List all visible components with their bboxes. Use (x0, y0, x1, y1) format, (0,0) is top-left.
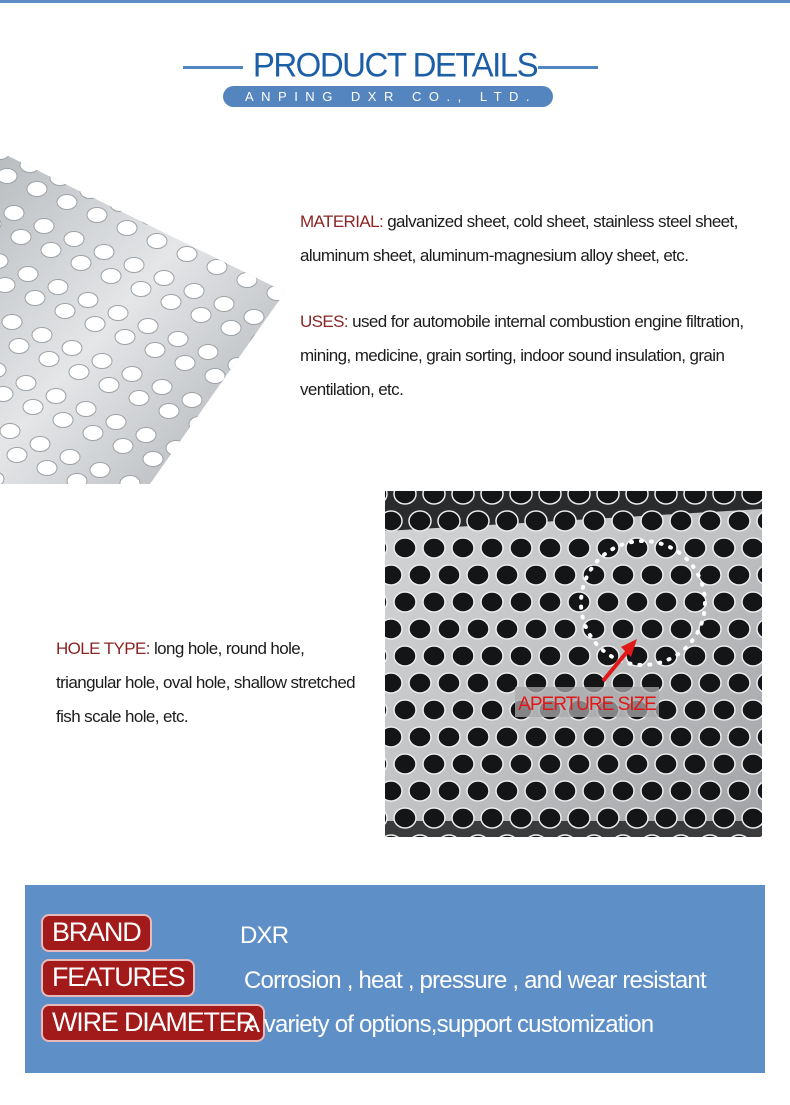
uses-label: USES: (300, 312, 349, 331)
aperture-size-annotation: APERTURE SIZE (518, 694, 656, 715)
hole-type-text: long hole, round hole, triangular hole, oval hole, shallow stretched fish scale hole, etc. (56, 639, 356, 726)
brand-tag: BRAND (41, 914, 152, 952)
product-details-header (0, 46, 790, 116)
material-label: MATERIAL: (300, 212, 384, 231)
wire-diameter-tag: WIRE DIAMETER (41, 1004, 265, 1042)
material-description (300, 205, 780, 273)
material-text: galvanized sheet, cold sheet, stainless steel sheet, aluminum sheet, aluminum-magnesium alloy sheet, etc. (300, 212, 738, 265)
uses-description (300, 305, 770, 407)
spec-panel (25, 885, 765, 1073)
page-title: PRODUCT DETAILS (252, 45, 538, 84)
brand-value: DXR (240, 922, 289, 949)
top-rule (0, 0, 790, 3)
uses-text: used for automobile internal combustion engine filtration, mining, medicine, grain sorting, indoor sound insulation, grain ventilation, etc. (300, 312, 744, 399)
perforated-sheet-photo (0, 152, 290, 484)
features-tag: FEATURES (41, 959, 195, 997)
company-badge: ANPING DXR CO., LTD. (223, 86, 553, 107)
features-value: Corrosion , heat , pressure , and wear resistant (244, 967, 706, 994)
aperture-size-photo (385, 491, 762, 837)
hole-type-label: HOLE TYPE: (56, 639, 150, 658)
hole-type-description (56, 632, 366, 734)
wire-diameter-value: A variety of options,support customization (244, 1011, 654, 1038)
